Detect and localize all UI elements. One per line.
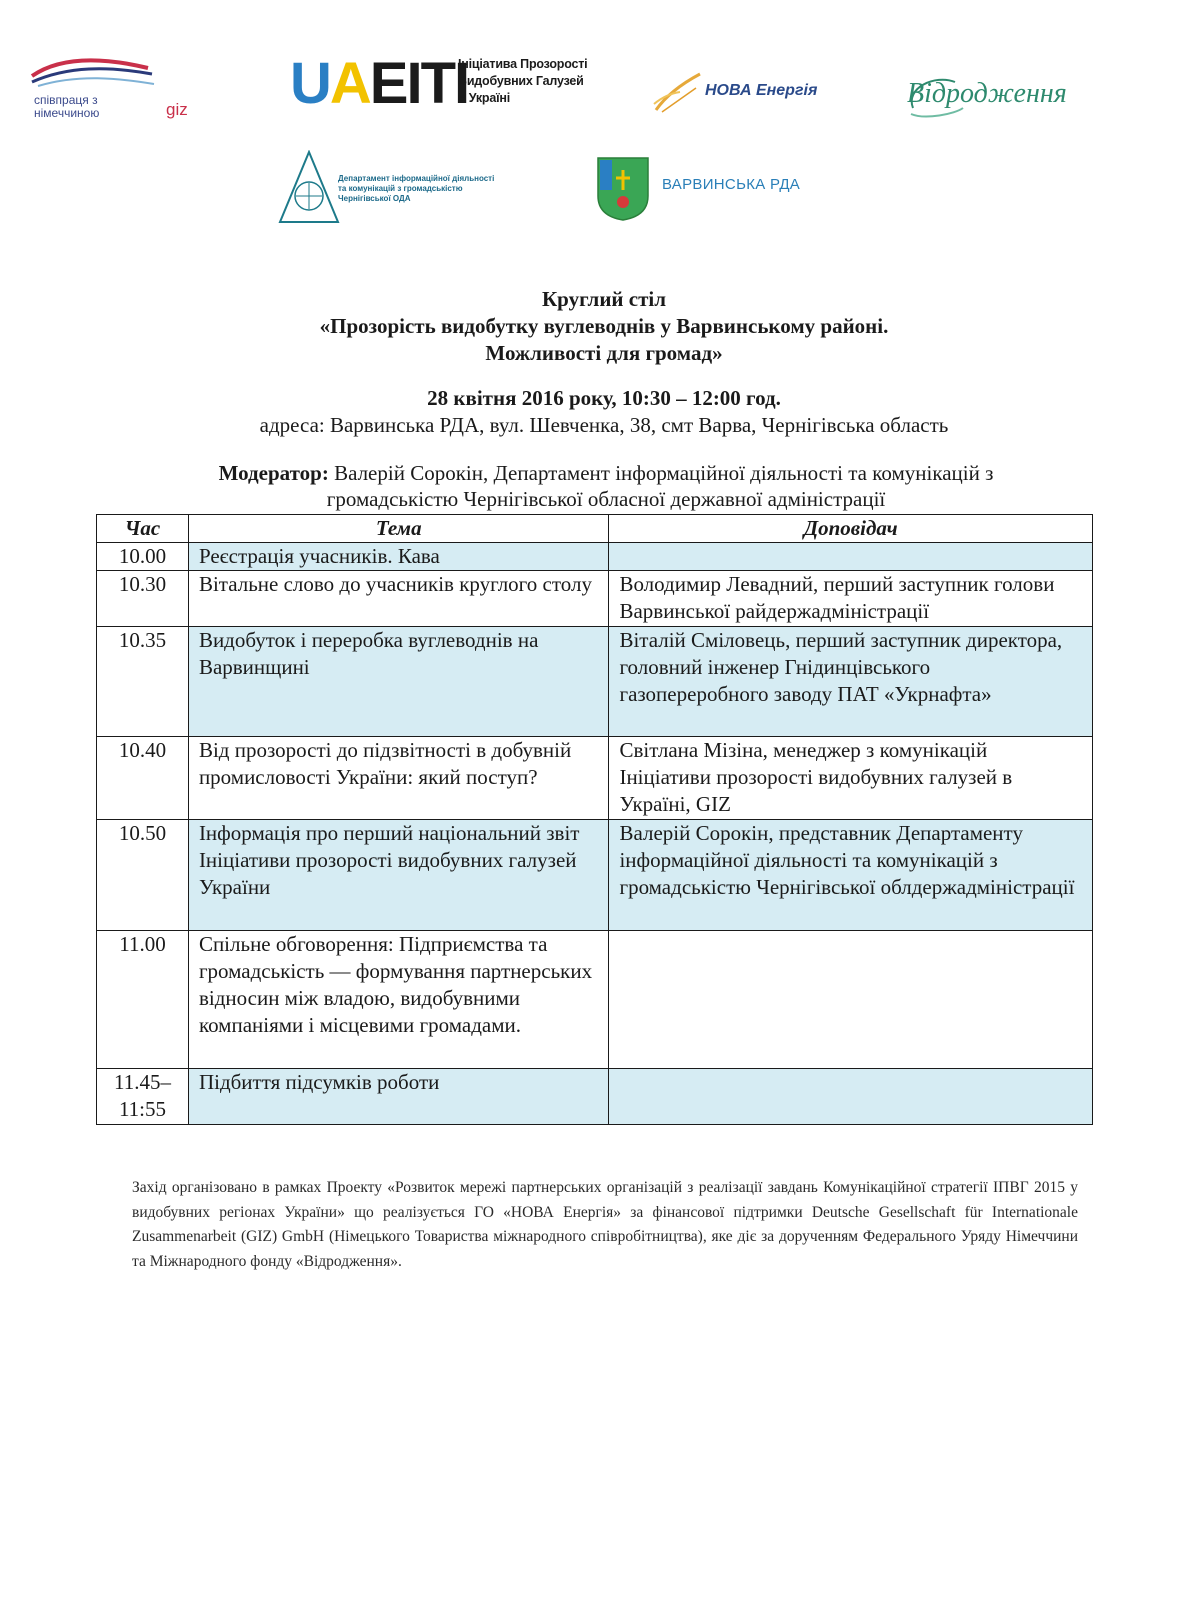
- heading-line: Можливості для громад»: [485, 341, 723, 365]
- agenda-topic: Вітальне слово до учасників круглого столу: [188, 571, 609, 627]
- agenda-speaker: [609, 543, 1093, 571]
- agenda-time: 10.40: [97, 737, 189, 820]
- department-text-line: Чернігівської ОДА: [338, 194, 411, 203]
- department-text-line: Департамент інформаційної діяльності: [338, 174, 495, 183]
- coat-of-arms-icon: [594, 156, 652, 222]
- agenda-topic: Інформація про перший національний звіт Ініціативи прозорості видобувних галузей України: [188, 820, 609, 931]
- footer-note: Захід організовано в рамках Проекту «Розвиток мережі партнерських організацій з реалізації завдань Комунікаційної стратегії ІПВГ 2015 у видобувних регіонах України» що реалізується ГО «НОВА Енергія» за фінансової підтримки Deutsche Gesellschaft für Internationale Zusammenarbeit (GIZ) GmbH (Німецького Товариства міжнародного співробітництва), яке діє за дорученням Федерального Уряду Німеччини та Міжнародного фонду «Відродження».: [132, 1179, 1078, 1270]
- heading-line: «Прозорість видобутку вуглеводнів у Варвинському районі.: [319, 314, 889, 338]
- agenda-speaker: [609, 931, 1093, 1069]
- event-heading: [96, 286, 1112, 367]
- department-text: [338, 174, 494, 204]
- eiti-tag-line: Видобувних Галузей: [458, 74, 584, 88]
- vidrodzhennia-logo: [905, 68, 1095, 126]
- agenda-speaker: Віталій Сміловець, перший заступник директора, головний інженер Гнідинцівського газопереробного заводу ПАТ «Укрнафта»: [609, 627, 1093, 737]
- eiti-tag-line: Ініціатива Прозорості: [458, 57, 588, 71]
- giz-text-line: німеччиною: [34, 106, 100, 120]
- agenda-topic: Реєстрація учасників. Кава: [188, 543, 609, 571]
- column-header-speaker: Доповідач: [609, 515, 1093, 543]
- moderator-label: Модератор:: [218, 461, 329, 485]
- eiti-mark-a: A: [329, 51, 370, 116]
- agenda-table: [96, 514, 1093, 1125]
- agenda-speaker: Володимир Левадний, перший заступник голови Варвинської райдержадміністрації: [609, 571, 1093, 627]
- agenda-header-row: [97, 515, 1093, 543]
- eiti-mark: [290, 52, 468, 116]
- giz-wordmark: giz: [166, 100, 188, 119]
- giz-text-line: співпраця з: [34, 93, 98, 107]
- moderator-text: Валерій Сорокін, Департамент інформаційної діяльності та комунікацій з: [328, 461, 994, 485]
- agenda-row: [97, 931, 1093, 1069]
- heading-line: Круглий стіл: [541, 287, 667, 311]
- agenda-row: [97, 820, 1093, 931]
- nova-energy-logo: [650, 70, 850, 120]
- vidrodzhennia-text: Відродження: [907, 78, 1067, 109]
- agenda-topic: Від прозорості до підзвітності в добувній промисловості України: який поступ?: [188, 737, 609, 820]
- department-text-line: та комунікацій з громадськістю: [338, 184, 463, 193]
- agenda-topic: Видобуток і переробка вуглеводнів на Варвинщині: [188, 627, 609, 737]
- agenda-speaker: [609, 1069, 1093, 1125]
- eiti-mark-rest: EITI: [369, 51, 469, 116]
- eiti-tag-line: в Україні: [458, 91, 511, 105]
- agenda-row: [97, 543, 1093, 571]
- event-address: адреса: Варвинська РДА, вул. Шевченка, 38, смт Варва, Чернігівська область: [259, 413, 949, 437]
- giz-cooperation-logo: [28, 52, 248, 127]
- triangle-emblem-icon: [278, 150, 340, 226]
- agenda-topic: Підбиття підсумків роботи: [188, 1069, 609, 1125]
- agenda-row: [97, 1069, 1093, 1125]
- department-logo: [278, 150, 558, 225]
- giz-cooperation-text: [34, 94, 99, 120]
- eiti-tagline: [458, 56, 587, 107]
- agenda-time: 10.50: [97, 820, 189, 931]
- agenda-row: [97, 571, 1093, 627]
- varvynska-rda-logo: [594, 156, 824, 222]
- agenda-row: [97, 737, 1093, 820]
- column-header-time: Час: [97, 515, 189, 543]
- moderator-line: [96, 460, 1116, 486]
- agenda-time: 11.45–11:55: [97, 1069, 189, 1125]
- agenda-time: 11.00: [97, 931, 189, 1069]
- giz-wave-icon: [28, 52, 158, 92]
- agenda-speaker: Світлана Мізіна, менеджер з комунікацій Ініціативи прозорості видобувних галузей в Україні, GIZ: [609, 737, 1093, 820]
- agenda-time: 10.30: [97, 571, 189, 627]
- column-header-topic: Тема: [188, 515, 609, 543]
- moderator-block: [96, 460, 1116, 512]
- event-date: 28 квітня 2016 року, 10:30 – 12:00 год.: [427, 386, 781, 410]
- rda-text: ВАРВИНСЬКА РДА: [662, 176, 801, 193]
- eiti-logo: [290, 52, 590, 120]
- agenda-topic: Спільне обговорення: Підприємства та громадськість — формування партнерських відносин між владою, видобувними компаніями і місцевими громадами.: [188, 931, 609, 1069]
- agenda-row: [97, 627, 1093, 737]
- agenda-time: 10.35: [97, 627, 189, 737]
- moderator-text: громадськістю Чернігівської обласної державної адміністрації: [326, 487, 886, 511]
- sunburst-icon: [650, 70, 710, 114]
- nova-energy-text: НОВА Енергія: [705, 82, 818, 99]
- agenda-speaker: Валерій Сорокін, представник Департаменту інформаційної діяльності та комунікацій з громадськістю Чернігівської облдержадміністрації: [609, 820, 1093, 931]
- eiti-mark-u: U: [290, 51, 330, 116]
- agenda-time: 10.00: [97, 543, 189, 571]
